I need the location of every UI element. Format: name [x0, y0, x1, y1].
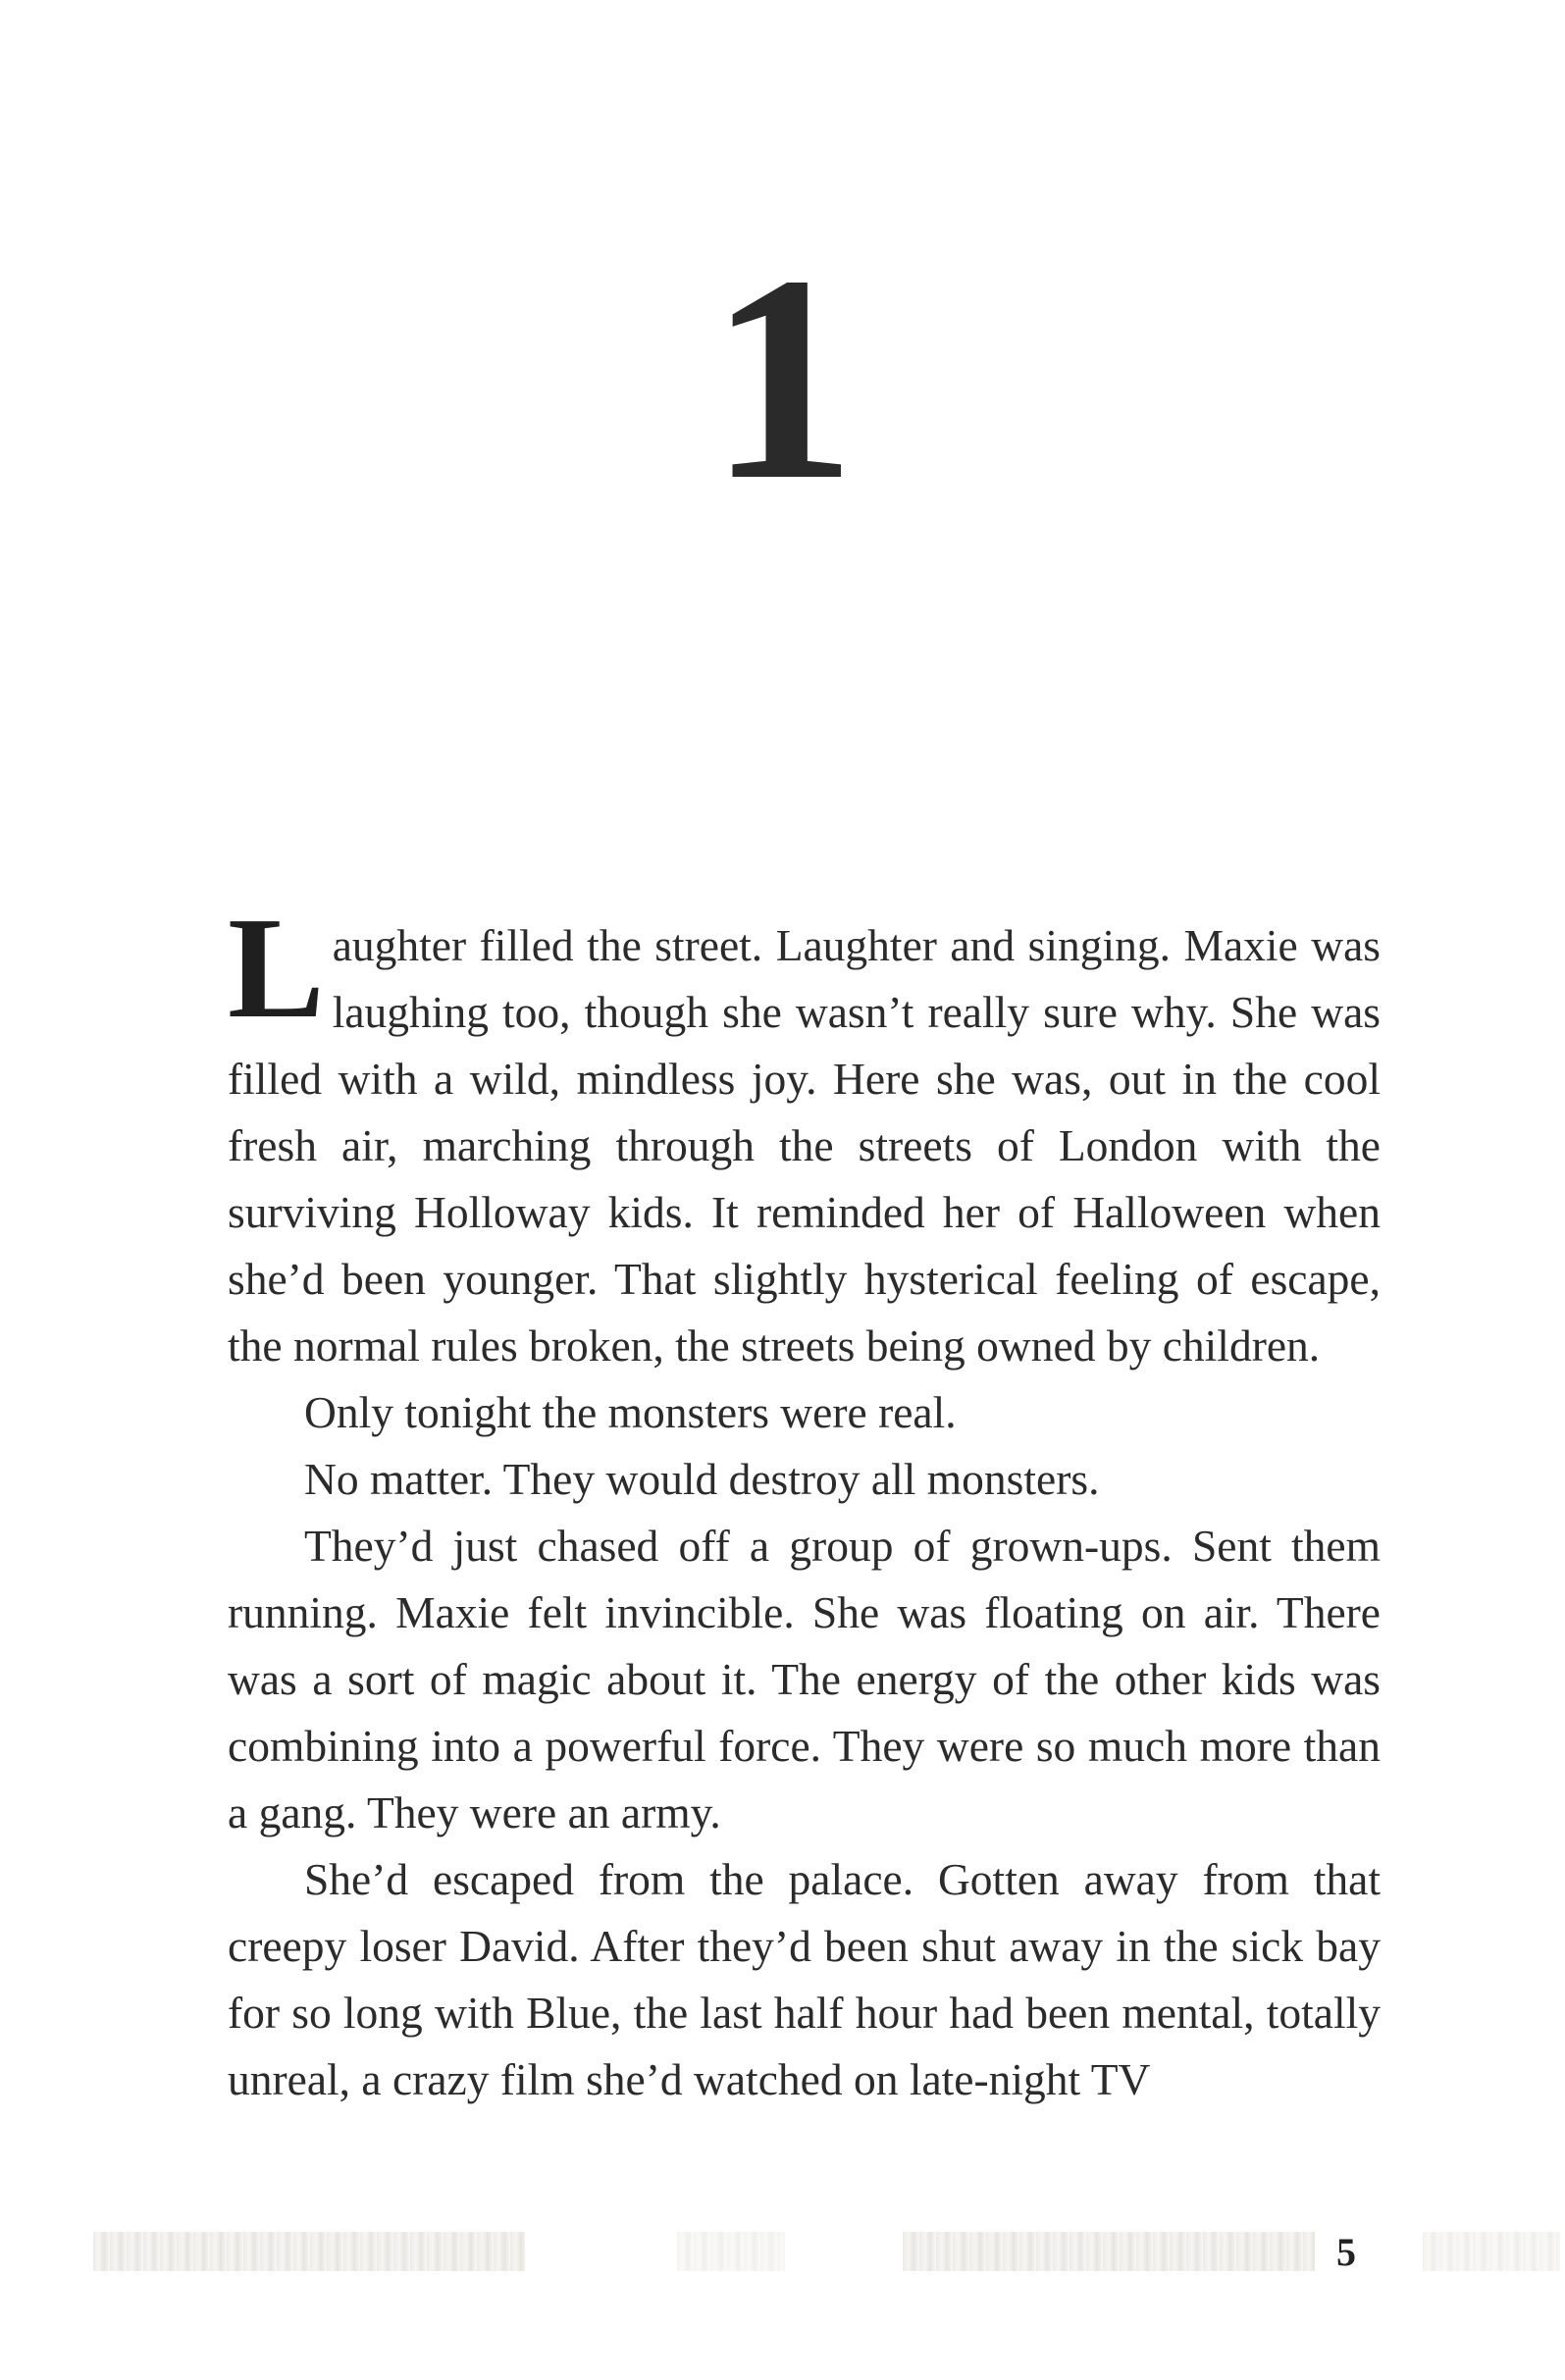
chapter-body	[228, 888, 1381, 2113]
paragraph-3: No matter. They would destroy all monsters.	[304, 1454, 1100, 1504]
footer-decoration-left	[93, 2232, 525, 2271]
footer-decoration-right	[903, 2232, 1315, 2271]
drop-cap: L	[228, 888, 325, 1049]
page-number: 5	[1336, 2230, 1356, 2274]
footer-decoration-edge	[1423, 2232, 1560, 2271]
paragraph-1	[228, 888, 1381, 1379]
chapter-number: 1	[708, 215, 857, 541]
paragraph-4: They’d just chased off a group of grown-ups. Sent them running. Maxie felt invincible. She was floating on air. There was a sort of magic about it. The energy of the other kids was combining into a powerful force. They were so much more than a gang. They were an army.	[228, 1521, 1381, 1837]
footer-decoration-center	[677, 2232, 785, 2271]
paragraph-2: Only tonight the monsters were real.	[304, 1387, 957, 1437]
paragraph-5: She’d escaped from the palace. Gotten away from that creepy loser David. After they’d been shut away in the sick bay for so long with Blue, the last half hour had been mental, totally unreal, a crazy film she’d watched on late-night TV	[228, 1854, 1381, 2104]
paragraph-1-text: aughter filled the street. Laughter and singing. Maxie was laughing too, though she wasn’t really sure why. She was filled with a wild, mindless joy. Here she was, out in the cool fresh air, marching through the streets of London with the surviving Holloway kids. It reminded her of Halloween when she’d been younger. That slightly hysterical feeling of escape, the normal rules broken, the streets being owned by children.	[228, 920, 1381, 1371]
